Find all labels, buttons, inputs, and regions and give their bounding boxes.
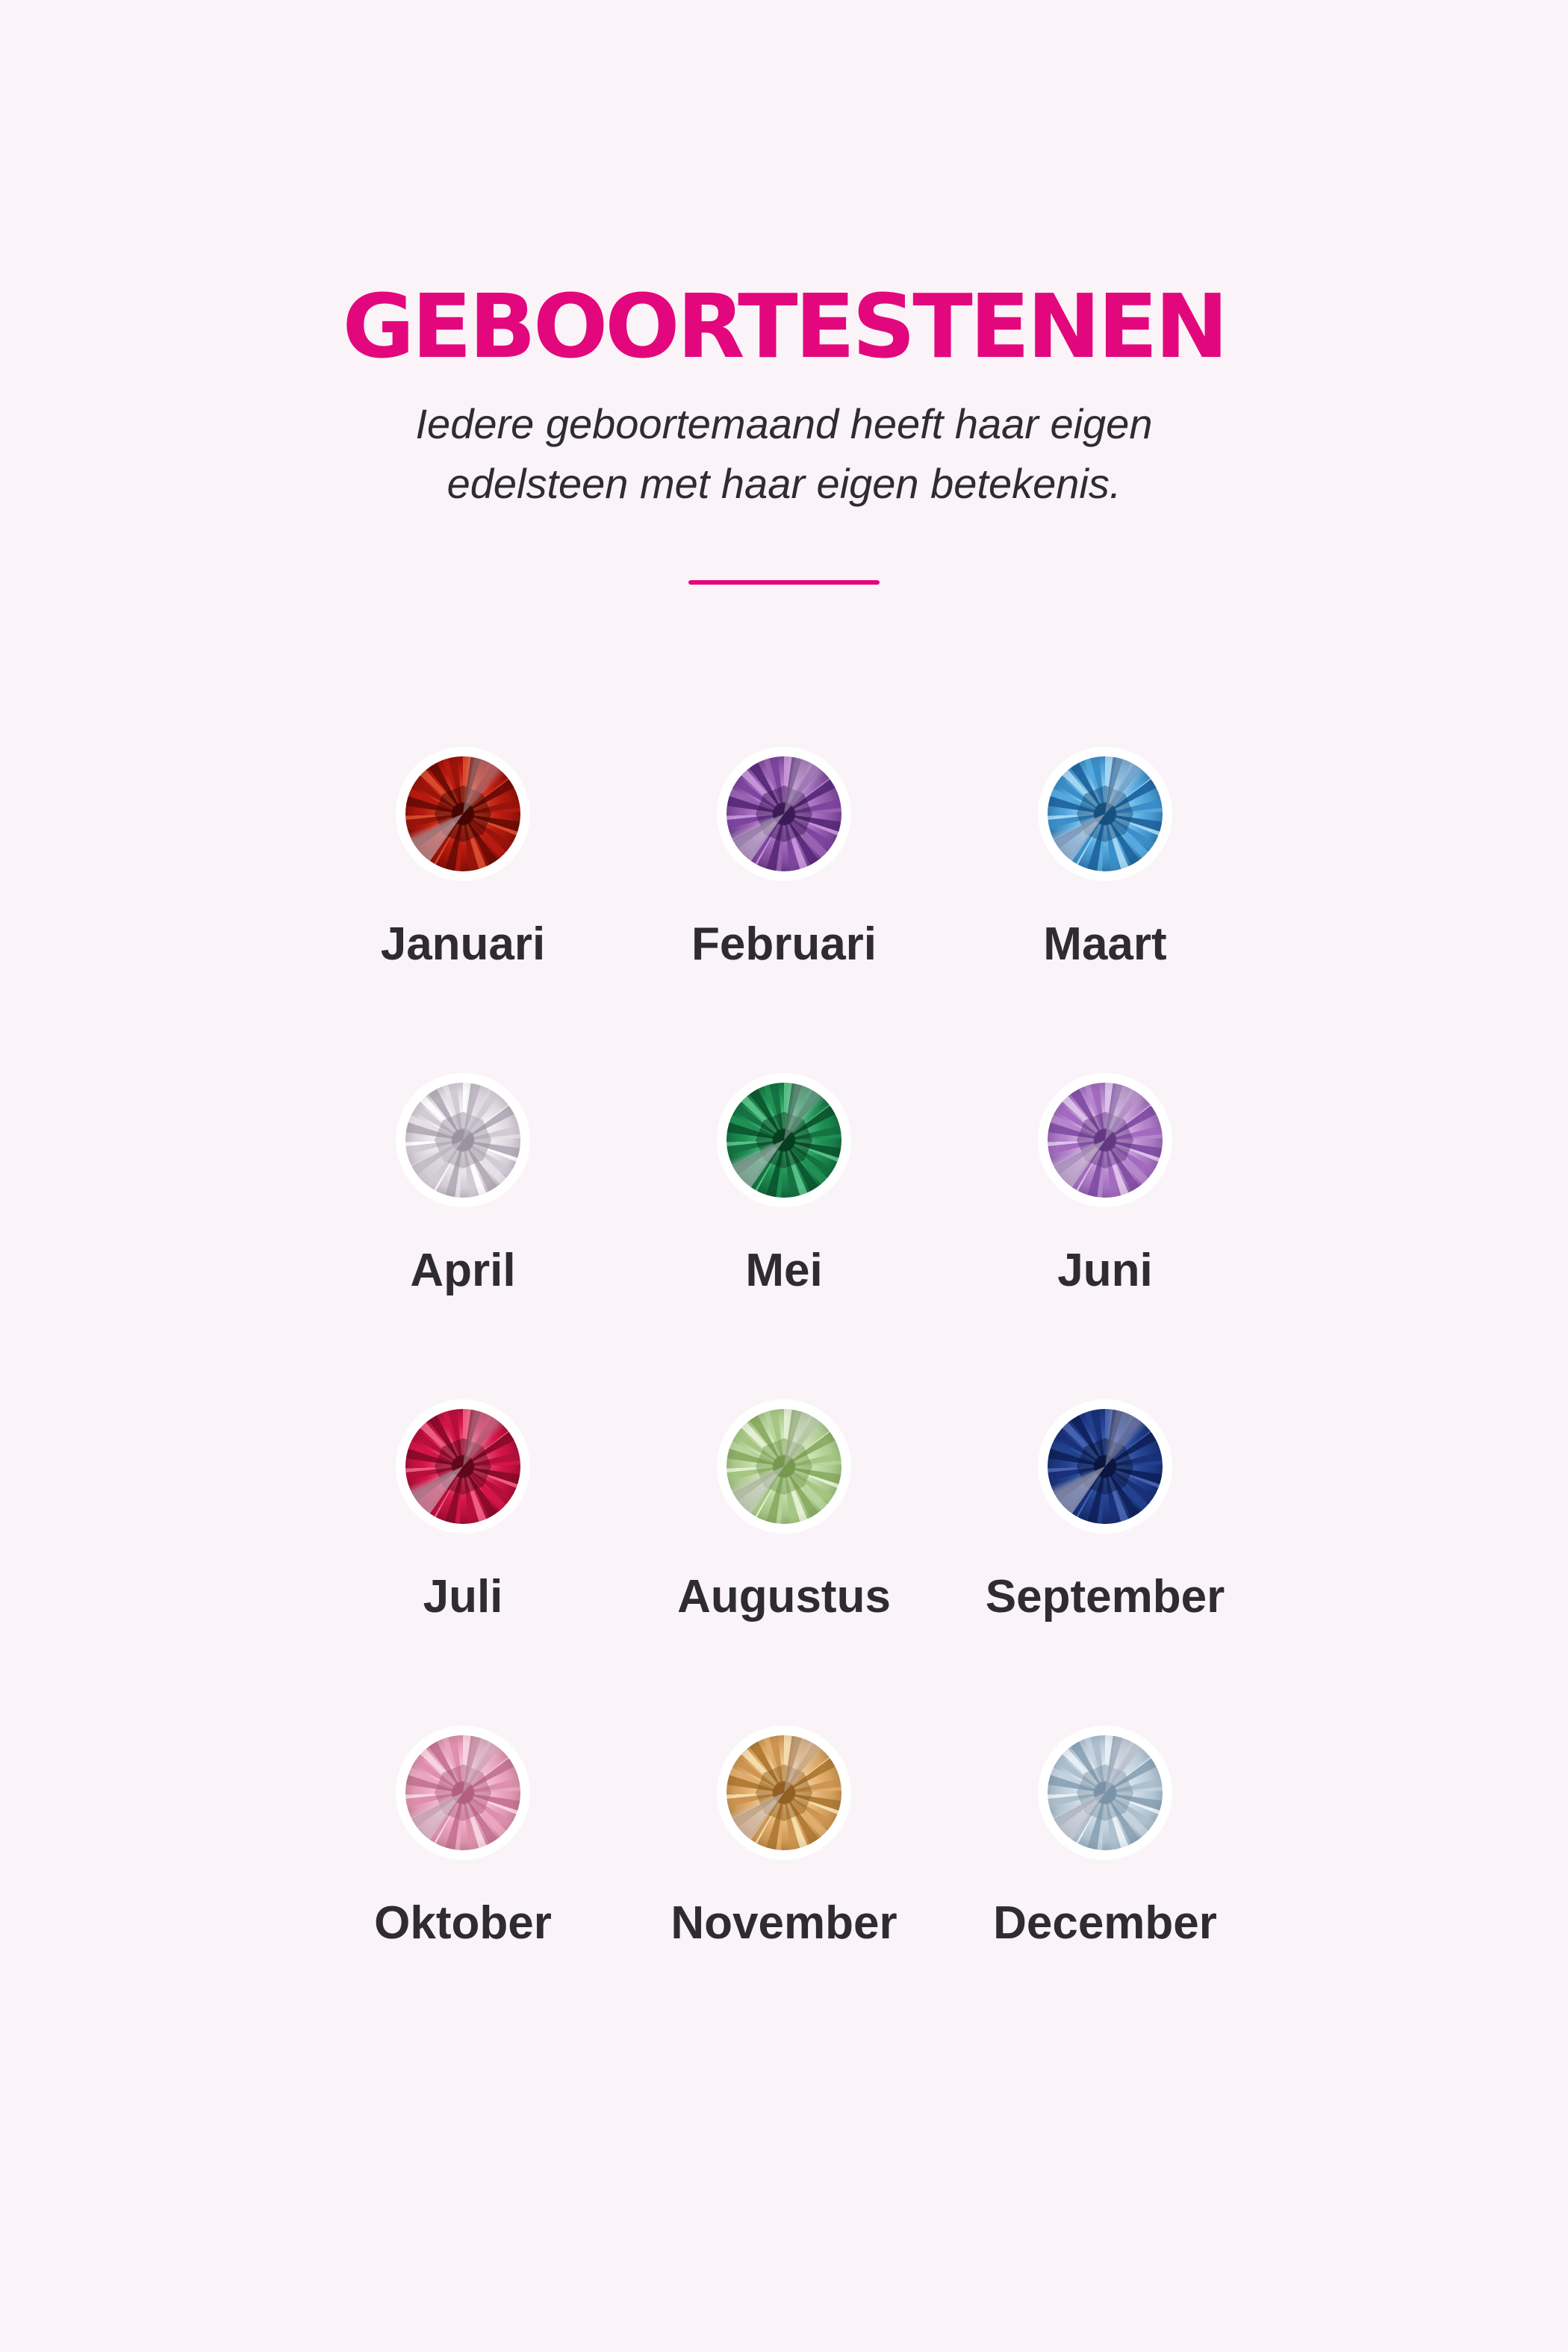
gemstone-januari-icon <box>405 756 520 871</box>
month-label-april: April <box>410 1245 516 1296</box>
month-cell-mei <box>623 1073 945 1298</box>
subtitle-line-2: edelsteen met haar eigen betekenis. <box>447 460 1121 507</box>
subtitle-line-1: Iedere geboortemaand heeft haar eigen <box>415 400 1153 447</box>
gem-ring <box>1038 747 1172 881</box>
month-label-maart: Maart <box>1043 918 1167 970</box>
gem-ring <box>1038 1399 1172 1534</box>
gemstone-maart-icon <box>1048 756 1163 871</box>
gem-ring <box>717 1073 851 1207</box>
month-label-juli: Juli <box>423 1571 503 1623</box>
month-cell-december <box>945 1726 1266 1951</box>
gemstone-september-icon <box>1048 1409 1163 1524</box>
month-cell-januari <box>302 747 623 972</box>
month-label-november: November <box>671 1897 897 1949</box>
gemstone-april-icon <box>405 1083 520 1198</box>
gem-ring <box>396 1726 530 1860</box>
gemstone-oktober-icon <box>405 1735 520 1850</box>
gem-ring <box>1038 1726 1172 1860</box>
divider-line <box>688 580 880 585</box>
page-subtitle <box>0 394 1568 514</box>
gemstone-augustus-icon <box>727 1409 841 1524</box>
gem-ring <box>717 747 851 881</box>
gemstone-december-icon <box>1048 1735 1163 1850</box>
gem-ring <box>396 1073 530 1207</box>
month-label-september: September <box>985 1571 1225 1623</box>
month-cell-maart <box>945 747 1266 972</box>
month-cell-augustus <box>623 1399 945 1625</box>
gem-ring <box>1038 1073 1172 1207</box>
month-label-juni: Juni <box>1057 1245 1153 1296</box>
gemstone-februari-icon <box>727 756 841 871</box>
page-title: GEBOORTESTENEN <box>342 275 1226 378</box>
gemstone-juni-icon <box>1048 1083 1163 1198</box>
month-label-december: December <box>993 1897 1217 1949</box>
gemstone-november-icon <box>727 1735 841 1850</box>
month-cell-juli <box>302 1399 623 1625</box>
month-label-mei: Mei <box>745 1245 823 1296</box>
month-cell-april <box>302 1073 623 1298</box>
month-cell-juni <box>945 1073 1266 1298</box>
birthstone-grid <box>302 747 1266 1951</box>
month-label-januari: Januari <box>380 918 546 970</box>
gem-ring <box>396 747 530 881</box>
month-cell-oktober <box>302 1726 623 1951</box>
gem-ring <box>396 1399 530 1534</box>
month-cell-februari <box>623 747 945 972</box>
gem-ring <box>717 1399 851 1534</box>
month-label-oktober: Oktober <box>374 1897 552 1949</box>
month-cell-september <box>945 1399 1266 1625</box>
gemstone-juli-icon <box>405 1409 520 1524</box>
gemstone-mei-icon <box>727 1083 841 1198</box>
month-label-augustus: Augustus <box>677 1571 891 1623</box>
month-cell-november <box>623 1726 945 1951</box>
month-label-februari: Februari <box>691 918 877 970</box>
gem-ring <box>717 1726 851 1860</box>
